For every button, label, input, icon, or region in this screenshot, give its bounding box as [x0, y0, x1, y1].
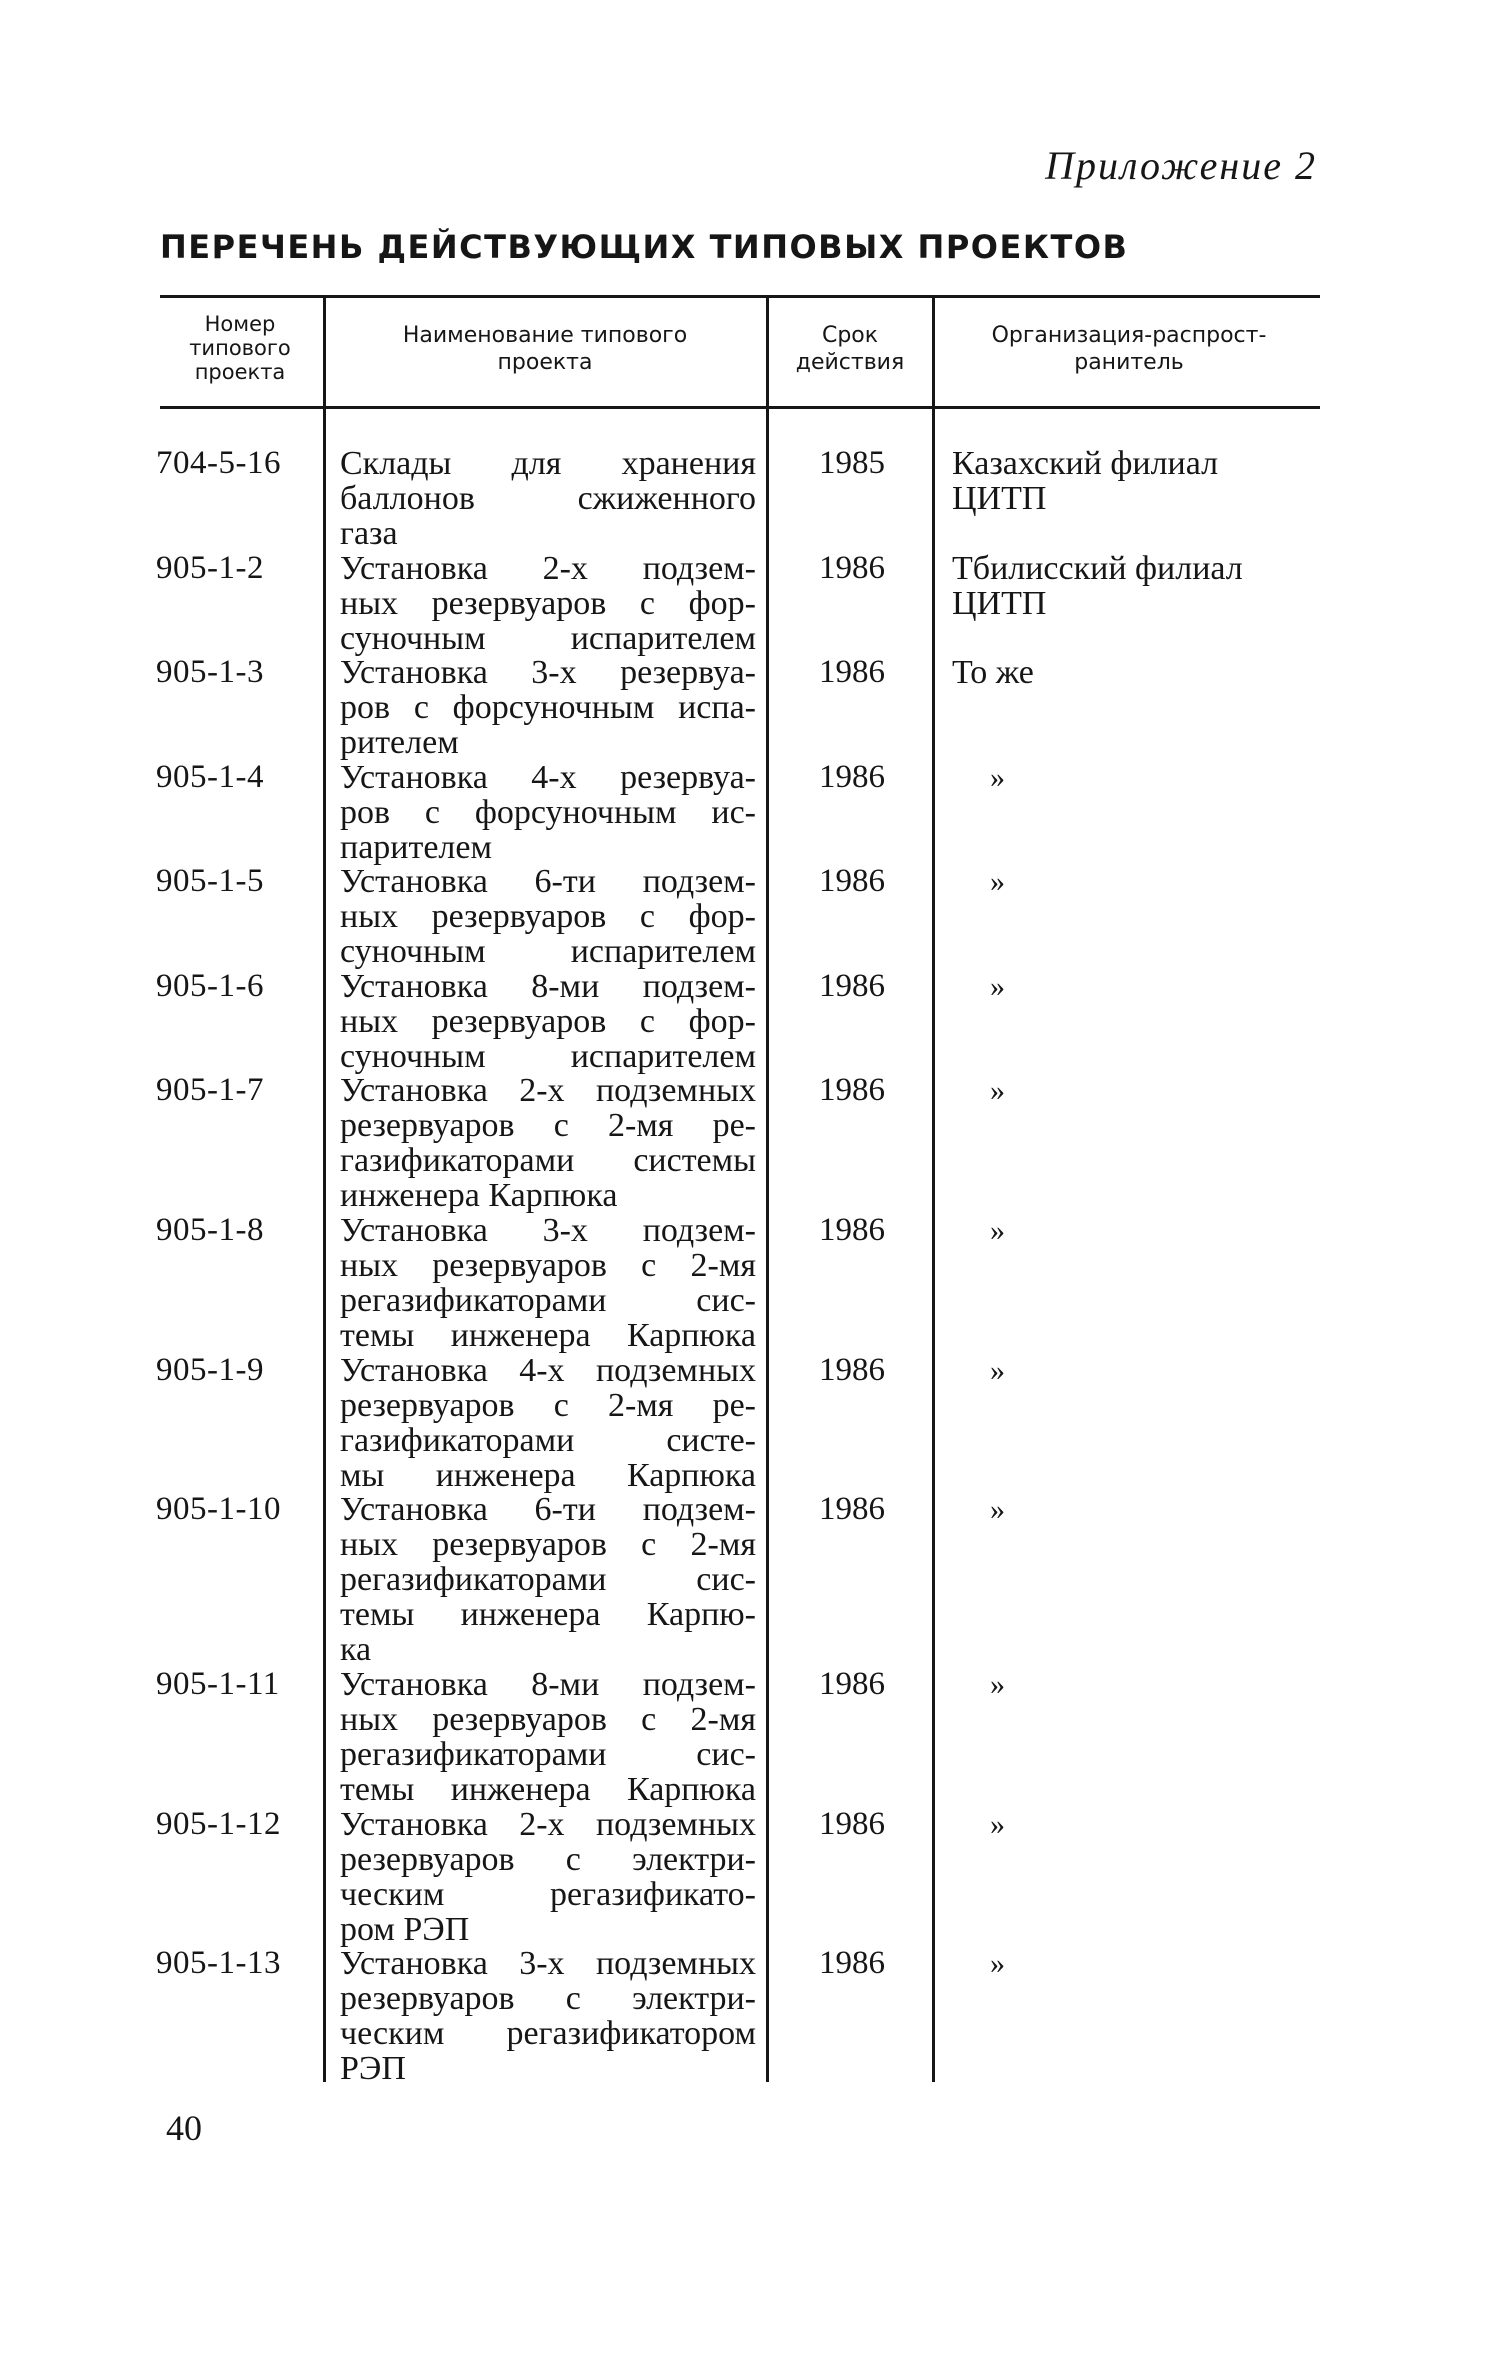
distributor-line: »	[990, 761, 1005, 794]
project-name	[340, 1946, 756, 2086]
project-name-line: Установка 3-х подзем-	[340, 1212, 756, 1249]
project-name	[340, 551, 756, 656]
project-name-line: темы инженера Карпюка	[340, 1317, 756, 1354]
validity-term: 1986	[819, 1072, 885, 1108]
distributor	[952, 551, 1312, 621]
distributor-line: »	[990, 865, 1005, 898]
project-name-line: ных резервуаров с фор-	[340, 585, 756, 622]
project-number: 905-1-8	[156, 1212, 264, 1248]
distributor-line: »	[990, 1354, 1005, 1387]
project-name-line: Склады для хранения	[340, 445, 756, 482]
project-name-line: Установка 6-ти подзем-	[340, 1491, 756, 1528]
header-project-name	[330, 322, 760, 376]
validity-term: 1986	[819, 968, 885, 1004]
project-name-line: темы инженера Карпюка	[340, 1771, 756, 1808]
distributor-line: »	[990, 1493, 1005, 1526]
header-line: Организация-распрост-	[991, 323, 1267, 348]
project-name-line: резервуаров с 2-мя ре-	[340, 1387, 756, 1424]
project-name-line: ческим регазификато-	[340, 1876, 756, 1913]
project-name	[340, 1667, 756, 1807]
project-name-line: суночным испарителем	[340, 1038, 756, 1075]
project-name-line: Установка 3-х подземных	[340, 1945, 756, 1982]
project-name-line: регазификаторами сис-	[340, 1736, 756, 1773]
project-name-line: мы инженера Карпюка	[340, 1457, 756, 1494]
project-name	[340, 446, 756, 551]
project-name	[340, 1073, 756, 1213]
validity-term: 1986	[819, 654, 885, 690]
table-top-rule	[160, 295, 1320, 298]
header-project-number	[160, 312, 320, 384]
distributor-line: ЦИТП	[952, 585, 1047, 622]
project-name-line: парителем	[340, 829, 493, 866]
header-line: проекта	[194, 360, 286, 384]
page-number: 40	[166, 2108, 202, 2148]
document-title: ПЕРЕЧЕНЬ ДЕЙСТВУЮЩИХ ТИПОВЫХ ПРОЕКТОВ	[160, 228, 1129, 266]
project-name	[340, 969, 756, 1074]
project-name-line: Установка 4-х подземных	[340, 1352, 756, 1389]
project-name-line: суночным испарителем	[340, 620, 756, 657]
ditto-mark	[990, 969, 1350, 1004]
header-line: Наименование типового	[402, 323, 688, 348]
project-name-line: газификаторами системы	[340, 1142, 756, 1179]
validity-term: 1986	[819, 1212, 885, 1248]
project-name	[340, 655, 756, 760]
project-name	[340, 1353, 756, 1493]
project-name-line: Установка 6-ти подзем-	[340, 863, 756, 900]
header-validity-term	[772, 322, 928, 376]
validity-term: 1986	[819, 1491, 885, 1527]
project-number: 905-1-9	[156, 1352, 264, 1388]
header-line: ранитель	[1074, 350, 1184, 375]
ditto-mark	[990, 1492, 1350, 1527]
project-number: 704-5-16	[156, 445, 281, 481]
project-number: 905-1-4	[156, 759, 264, 795]
header-line: типового	[189, 336, 291, 360]
validity-term: 1986	[819, 759, 885, 795]
project-number: 905-1-6	[156, 968, 264, 1004]
project-name	[340, 1807, 756, 1947]
project-name	[340, 1492, 756, 1667]
ditto-mark	[990, 1667, 1350, 1702]
project-number: 905-1-5	[156, 863, 264, 899]
project-name-line: ных резервуаров с 2-мя	[340, 1247, 756, 1284]
validity-term: 1986	[819, 1945, 885, 1981]
project-name-line: Установка 8-ми подзем-	[340, 968, 756, 1005]
distributor-line: »	[990, 970, 1005, 1003]
distributor-line: »	[990, 1668, 1005, 1701]
project-name-line: Установка 2-х подземных	[340, 1072, 756, 1109]
column-divider	[932, 297, 935, 2082]
project-name-line: инженера Карпюка	[340, 1177, 618, 1214]
project-name	[340, 760, 756, 865]
project-name	[340, 1213, 756, 1353]
project-name-line: Установка 3-х резервуа-	[340, 654, 756, 691]
distributor-line: »	[990, 1808, 1005, 1841]
project-name-line: ров с форсуночным испа-	[340, 689, 756, 726]
project-name-line: ных резервуаров с 2-мя	[340, 1526, 756, 1563]
header-line: Номер	[204, 312, 276, 336]
distributor-line: »	[990, 1074, 1005, 1107]
project-name-line: регазификаторами сис-	[340, 1282, 756, 1319]
project-name-line: ных резервуаров с 2-мя	[340, 1701, 756, 1738]
column-divider	[766, 297, 769, 2082]
header-line: Срок	[821, 323, 879, 348]
project-number: 905-1-13	[156, 1945, 281, 1981]
project-number: 905-1-3	[156, 654, 264, 690]
validity-term: 1986	[819, 863, 885, 899]
table-header-rule	[160, 406, 1320, 409]
project-name	[340, 864, 756, 969]
validity-term: 1986	[819, 1806, 885, 1842]
header-line: действия	[795, 350, 905, 375]
project-name-line: Установка 2-х подземных	[340, 1806, 756, 1843]
project-name-line: газа	[340, 515, 398, 552]
distributor-line: ЦИТП	[952, 480, 1047, 517]
project-name-line: ных резервуаров с фор-	[340, 1003, 756, 1040]
ditto-mark	[990, 760, 1350, 795]
project-name-line: Установка 8-ми подзем-	[340, 1666, 756, 1703]
project-name-line: резервуаров с электри-	[340, 1841, 756, 1878]
project-name-line: ка	[340, 1631, 372, 1668]
validity-term: 1986	[819, 1352, 885, 1388]
project-name-line: ром РЭП	[340, 1911, 470, 1948]
project-name-line: рителем	[340, 724, 459, 761]
project-number: 905-1-12	[156, 1806, 281, 1842]
distributor	[952, 655, 1312, 690]
project-name-line: суночным испарителем	[340, 933, 756, 970]
project-number: 905-1-11	[156, 1666, 280, 1702]
project-number: 905-1-10	[156, 1491, 281, 1527]
ditto-mark	[990, 1073, 1350, 1108]
validity-term: 1986	[819, 1666, 885, 1702]
project-name-line: резервуаров с электри-	[340, 1980, 756, 2017]
header-line: проекта	[497, 350, 593, 375]
distributor-line: »	[990, 1214, 1005, 1247]
distributor-line: Казахский филиал	[952, 445, 1219, 482]
header-distributor	[938, 322, 1320, 376]
ditto-mark	[990, 864, 1350, 899]
distributor-line: То же	[952, 654, 1034, 691]
project-name-line: газификаторами систе-	[340, 1422, 756, 1459]
project-name-line: темы инженера Карпю-	[340, 1596, 756, 1633]
project-name-line: регазификаторами сис-	[340, 1561, 756, 1598]
project-name-line: Установка 2-х подзем-	[340, 550, 756, 587]
project-name-line: баллонов сжиженного	[340, 480, 756, 517]
ditto-mark	[990, 1946, 1350, 1981]
distributor-line: »	[990, 1947, 1005, 1980]
project-name-line: резервуаров с 2-мя ре-	[340, 1107, 756, 1144]
column-divider	[323, 297, 326, 2082]
appendix-label: Приложение 2	[1045, 143, 1317, 188]
ditto-mark	[990, 1353, 1350, 1388]
project-name-line: ческим регазификатором	[340, 2015, 756, 2052]
project-name-line: ных резервуаров с фор-	[340, 898, 756, 935]
project-name-line: РЭП	[340, 2050, 406, 2087]
ditto-mark	[990, 1213, 1350, 1248]
project-number: 905-1-7	[156, 1072, 264, 1108]
validity-term: 1985	[819, 445, 885, 481]
project-name-line: ров с форсуночным ис-	[340, 794, 756, 831]
ditto-mark	[990, 1807, 1350, 1842]
distributor	[952, 446, 1312, 516]
project-name-line: Установка 4-х резервуа-	[340, 759, 756, 796]
distributor-line: Тбилисский филиал	[952, 550, 1243, 587]
validity-term: 1986	[819, 550, 885, 586]
project-number: 905-1-2	[156, 550, 264, 586]
